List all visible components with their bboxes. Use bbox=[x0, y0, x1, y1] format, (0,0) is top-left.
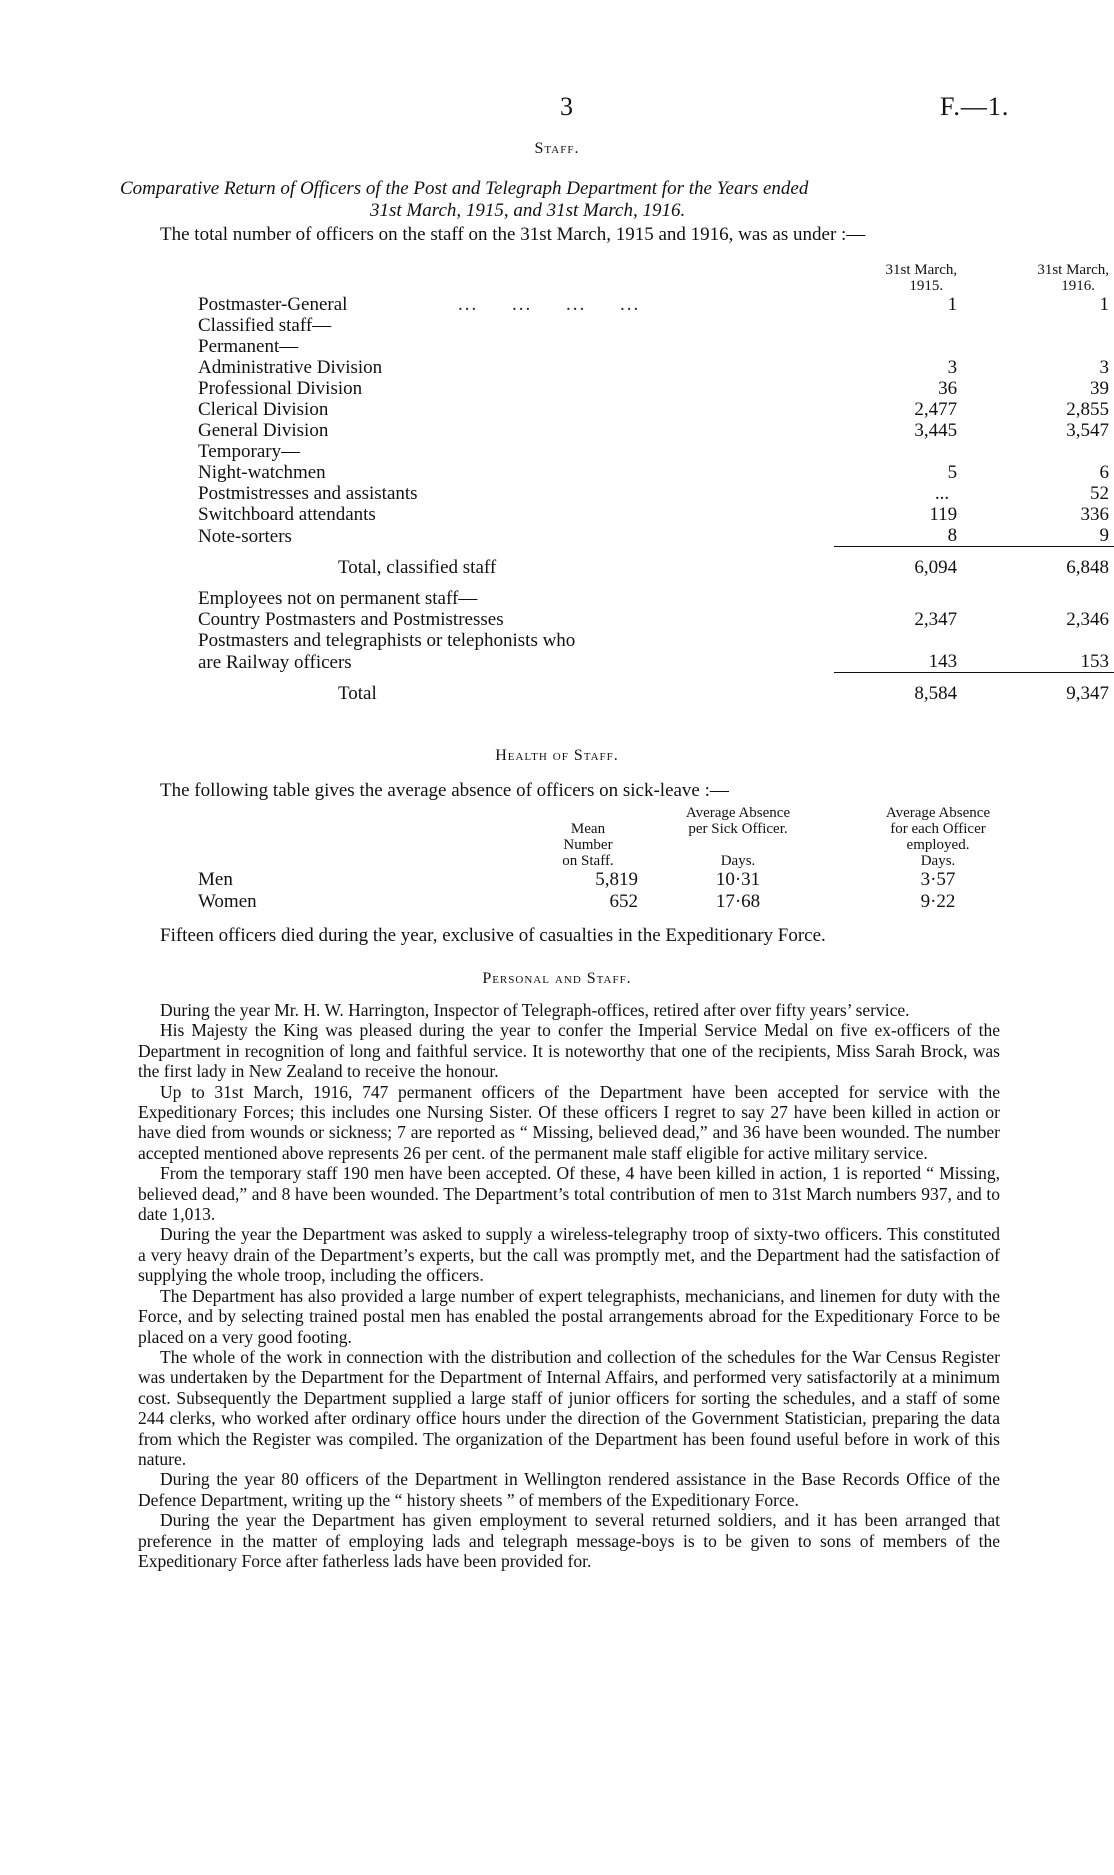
table-row bbox=[198, 504, 1114, 525]
table-row bbox=[198, 557, 1114, 578]
value-1915: 143 bbox=[928, 651, 958, 672]
paragraph: The Department has also provided a large number of expert telegraphists, mechanicians, and linemen for duty with the Force, and by selecting trained postal men has enabled the postal arrangements abroad for the Expeditionary Force to be placed on a very good footing. bbox=[138, 1285, 1000, 1347]
table-row bbox=[198, 483, 1114, 504]
table-row bbox=[198, 683, 1114, 704]
table-row bbox=[198, 315, 1114, 336]
row-label: Temporary— bbox=[198, 441, 301, 462]
table-row bbox=[198, 651, 1114, 673]
total-rule bbox=[834, 673, 957, 684]
value-1916: 3 bbox=[1099, 357, 1109, 378]
value-1915: 119 bbox=[929, 504, 958, 525]
value-1916: 6 bbox=[1099, 462, 1109, 483]
table-row bbox=[198, 399, 1114, 420]
table-row: Postmaster-General ... ... ... ... 1 1 bbox=[198, 294, 1114, 315]
value-1916: 153 bbox=[1080, 651, 1109, 672]
health-note: Fifteen officers died during the year, exclusive of casualties in the Expeditionary Force. bbox=[160, 925, 826, 946]
row-label: Men bbox=[198, 869, 233, 890]
per-sick-officer-header: Average Absence per Sick Officer. Days. bbox=[685, 805, 791, 869]
row-label: Postmaster-General bbox=[198, 294, 348, 315]
table-row bbox=[198, 420, 1114, 441]
staff-intro: The total number of officers on the staff on the 31st March, 1915 and 1916, was as under :— bbox=[160, 224, 866, 245]
row-label: Women bbox=[198, 891, 257, 912]
row-label: Permanent— bbox=[198, 336, 299, 357]
table-row bbox=[198, 525, 1114, 547]
staff-table-header bbox=[198, 262, 1114, 294]
table-row bbox=[198, 441, 1114, 462]
value-1915: 6,094 bbox=[914, 557, 958, 578]
value-1916: 9,347 bbox=[1066, 683, 1109, 704]
total-rule bbox=[957, 673, 1114, 684]
row-label: Classified staff— bbox=[198, 315, 332, 336]
paragraph: During the year the Department was asked to supply a wireless-telegraphy troop of sixty-two officers. This constituted a very heavy drain of the Department’s experts, but the call was promptly met, and the Department had the satisfaction of supplying the whole troop, including the officers. bbox=[138, 1224, 1000, 1286]
page-reference: F.—1. bbox=[940, 92, 1010, 121]
staff-table bbox=[198, 262, 1114, 704]
health-intro: The following table gives the average absence of officers on sick-leave :— bbox=[160, 780, 729, 801]
row-label: Employees not on permanent staff— bbox=[198, 588, 478, 609]
value-1915: 8 bbox=[947, 525, 958, 546]
value-1916: 3,547 bbox=[1066, 420, 1109, 441]
value-1916: 39 bbox=[1090, 378, 1109, 399]
col-1916-header: 31st March, 1916. bbox=[1037, 262, 1109, 294]
row-label: Country Postmasters and Postmistresses bbox=[198, 609, 504, 630]
mean-number: 652 bbox=[609, 891, 638, 912]
paragraph: His Majesty the King was pleased during the year to confer the Imperial Service Medal on five ex-officers of the Department in recognition of long and faithful service. It is noteworthy that one of the recipients, Miss Sarah Brock, was the first lady in New Zealand to receive the honour. bbox=[138, 1020, 1000, 1082]
value-1916: 9 bbox=[1099, 525, 1109, 546]
health-table bbox=[198, 805, 1038, 913]
row-label: Clerical Division bbox=[198, 399, 329, 420]
staff-caption-line2: 31st March, 1915, and 31st March, 1916. bbox=[370, 200, 686, 221]
value-1915: 3,445 bbox=[914, 420, 958, 441]
health-table-header bbox=[198, 805, 1038, 869]
value-1915: 3 bbox=[947, 357, 958, 378]
mean-number: 5,819 bbox=[595, 869, 638, 890]
row-label: Professional Division bbox=[198, 378, 363, 399]
value-1916: 52 bbox=[1090, 483, 1109, 504]
avg-absence-each: 3·57 bbox=[920, 869, 956, 890]
mean-number-header: Mean Number on Staff. bbox=[562, 821, 614, 869]
paragraph: During the year 80 officers of the Department in Wellington rendered assistance in the Base Records Office of the Defence Department, writing up the “ history sheets ” of members of the Expeditionary Force. bbox=[138, 1469, 1000, 1510]
avg-absence-each: 9·22 bbox=[920, 891, 956, 912]
table-row bbox=[198, 630, 1114, 651]
row-label: Total bbox=[338, 683, 377, 704]
avg-absence-sick: 17·68 bbox=[715, 891, 761, 912]
paragraph: During the year Mr. H. W. Harrington, Inspector of Telegraph-offices, retired after over fifty years’ service. bbox=[160, 1000, 910, 1020]
table-row bbox=[198, 336, 1114, 357]
row-label: Total, classified staff bbox=[338, 557, 497, 578]
paragraph: The whole of the work in connection with the distribution and collection of the schedules for the War Census Register was undertaken by the Department for the Department of Internal Affairs, and performed very satisfactorily at a minimum cost. Subsequently the Department supplied a large staff of junior officers for sorting the schedules, and a staff of some 244 clerks, who worked after ordinary office hours under the direction of the Government Statistician, preparing the data from which the Register was compiled. The organization of the Department has been found useful before in work of this nature. bbox=[138, 1346, 1000, 1469]
staff-heading: Staff. bbox=[534, 140, 580, 157]
value-1916: 1 bbox=[1099, 294, 1109, 315]
table-row bbox=[198, 588, 1114, 609]
paragraph: During the year the Department has given employment to several returned soldiers, and it has been arranged that preference in the matter of employing lads and telegraph message-boys is to be given to sons of members of the Expeditionary Force after fatherless lads have been provided for. bbox=[138, 1510, 1000, 1571]
paragraph: Up to 31st March, 1916, 747 permanent officers of the Department have been accepted for service with the Expeditionary Forces; this includes one Nursing Sister. Of these officers I regret to say 27 have been killed in action or have died from wounds or sickness; 7 are reported as “ Missing, believed dead,” and 36 have been wounded. The number accepted mentioned above represents 26 per cent. of the permanent male staff eligible for active military service. bbox=[138, 1081, 1000, 1163]
col-1915-header: 31st March, 1915. bbox=[885, 262, 958, 294]
value-1916: 336 bbox=[1080, 504, 1109, 525]
page-number: 3 bbox=[560, 92, 573, 121]
table-row bbox=[198, 357, 1114, 378]
value-1915: 5 bbox=[947, 462, 958, 483]
row-label: General Division bbox=[198, 420, 329, 441]
row-label: Night-watchmen bbox=[198, 462, 326, 483]
subtotal-rule bbox=[834, 547, 957, 558]
table-row bbox=[198, 378, 1114, 399]
value-1916: 6,848 bbox=[1066, 557, 1109, 578]
row-label: Switchboard attendants bbox=[198, 504, 376, 525]
avg-absence-sick: 10·31 bbox=[715, 869, 761, 890]
per-officer-header: Average Absence for each Officer employed. Days. bbox=[885, 805, 991, 869]
value-1916: 2,855 bbox=[1066, 399, 1109, 420]
staff-caption-line1: Comparative Return of Officers of the Post and Telegraph Department for the Years ended bbox=[120, 178, 809, 199]
table-row bbox=[198, 609, 1114, 630]
row-label: Note-sorters bbox=[198, 525, 292, 547]
personal-body bbox=[138, 1000, 1000, 1571]
row-label: Postmasters and telegraphists or telephonists who bbox=[198, 630, 576, 651]
value-1915: 36 bbox=[938, 378, 958, 399]
table-row bbox=[198, 891, 1038, 913]
paragraph: From the temporary staff 190 men have been accepted. Of these, 4 have been killed in action, 1 is reported “ Missing, believed dead,” and 8 have been wounded. The Department’s total contribution of men to 31st March numbers 937, and to date 1,013. bbox=[138, 1163, 1000, 1225]
value-1915: 2,347 bbox=[914, 609, 958, 630]
row-label: Administrative Division bbox=[198, 357, 383, 378]
value-1916: 2,346 bbox=[1066, 609, 1109, 630]
value-1915: 1 bbox=[947, 294, 958, 315]
table-row bbox=[198, 869, 1038, 891]
health-heading: Health of Staff. bbox=[495, 747, 619, 764]
personal-heading: Personal and Staff. bbox=[482, 970, 632, 987]
value-1915: 2,477 bbox=[914, 399, 958, 420]
subtotal-rule bbox=[957, 547, 1114, 558]
row-label: Postmistresses and assistants bbox=[198, 483, 418, 504]
value-1915: 8,584 bbox=[914, 683, 958, 704]
value-1915: ... bbox=[934, 483, 950, 504]
table-row bbox=[198, 462, 1114, 483]
row-label: are Railway officers bbox=[198, 651, 352, 673]
